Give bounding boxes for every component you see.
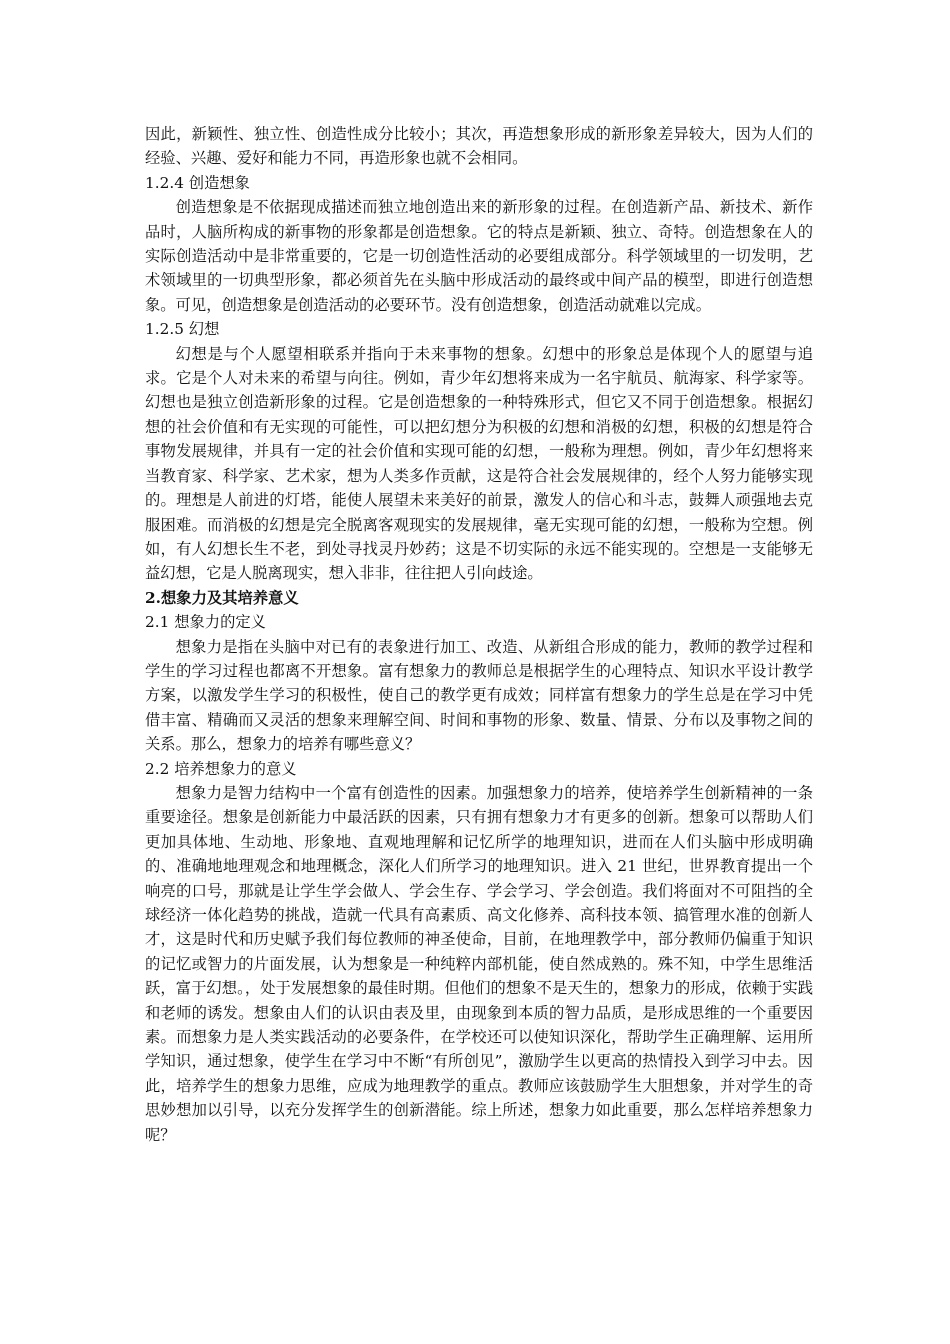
fantasy-paragraph: 幻想是与个人愿望相联系并指向于未来事物的想象。幻想中的形象总是体现个人的愿望与追求。它是个人对未来的希望与向往。例如，青少年幻想将来成为一名宇航员、航海家、科学家等。幻想也是独立创造新形象的过程。它是创造想象的一种特殊形式，但它又不同于创造想象。根据幻想的社会价值和有无实现的可能性，可以把幻想分为积极的幻想和消极的幻想，积极的幻想是符合事物发展规律，并具有一定的社会价值和实现可能的幻想，一般称为理想。例如，青少年幻想将来当教育家、科学家、艺术家，想为人类多作贡献，这是符合社会发展规律的，经个人努力能够实现的。理想是人前进的灯塔，能使人展望未来美好的前景，激发人的信心和斗志，鼓舞人顽强地去克服困难。而消极的幻想是完全脱离客观现实的发展规律，毫无实现可能的幻想，一般称为空想。例如，有人幻想长生不老，到处寻找灵丹妙药；这是不切实际的永远不能实现的。空想是一支能够无益幻想，它是人脱离现实，想入非非，往往把人引向歧途。 <box>145 344 813 583</box>
chapter-heading-2: 2.想象力及其培养意义 <box>145 588 299 607</box>
imagination-definition-paragraph: 想象力是指在头脑中对已有的表象进行加工、改造、从新组合形成的能力，教师的教学过程和学生的学习过程也都离不开想象。富有想象力的教师总是根据学生的心理特点、知识水平设计教学方案，以激发学生学习的积极性，使自己的教学更有成效；同样富有想象力的学生总是在学习中凭借丰富、精确而又灵活的想象来理解空间、时间和事物的形象、数量、情景、分布以及事物之间的关系。那么，想象力的培养有哪些意义？ <box>145 637 813 754</box>
document-page <box>145 122 813 1147</box>
creative-imagination-paragraph: 创造想象是不依据现成描述而独立地创造出来的新形象的过程。在创造新产品、新技术、新作品时，人脑所构成的新事物的形象都是创造想象。它的特点是新颖、独立、奇特。创造想象在人的实际创造活动中是非常重要的，它是一切创造性活动的必要组成部分。科学领域里的一切发明，艺术领域里的一切典型形象，都必须首先在头脑中形成活动的最终或中间产品的模型，即进行创造想象。可见，创造想象是创造活动的必要环节。没有创造想象，创造活动就难以完成。 <box>145 198 813 314</box>
section-heading-2-2: 2.2 培养想象力的意义 <box>145 759 297 778</box>
section-heading-1-2-5: 1.2.5 幻想 <box>145 320 220 339</box>
intro-paragraph: 因此，新颖性、独立性、创造性成分比较小；其次，再造想象形成的新形象差异较大，因为人们的经验、兴趣、爱好和能力不同，再造形象也就不会相同。 <box>145 125 813 168</box>
section-heading-2-1: 2.1 想象力的定义 <box>145 613 266 632</box>
section-heading-1-2-4: 1.2.4 创造想象 <box>145 173 250 192</box>
imagination-significance-paragraph: 想象力是智力结构中一个富有创造性的因素。加强想象力的培养，使培养学生创新精神的一条重要途径。想象是创新能力中最活跃的因素，只有拥有想象力才有更多的创新。想象可以帮助人们更加具体地、生动地、形象地、直观地理解和记忆所学的地理知识，进而在人们头脑中形成明确的、准确地地理观念和地理概念，深化人们所学习的地理知识。进入 21 世纪，世界教育提出一个响亮的口号，那就是让学生学会做人、学会生存、学会学习、学会创造。我们将面对不可阻挡的全球经济一体化趋势的挑战，造就一代具有高素质、高文化修养、高科技本领、搞管理水准的创新人才，这是时代和历史赋予我们每位教师的神圣使命，目前，在地理教学中，部分教师仍偏重于知识的记忆或智力的片面发展，认为想象是一种纯粹内部机能，使自然成熟的。殊不知，中学生思维活跃，富于幻想。，处于发展想象的最佳时期。但他们的想象不是天生的，想象力的形成，依赖于实践和老师的诱发。想象由人们的认识由表及里，由现象到本质的智力品质，是形成思维的一个重要因素。而想象力是人类实践活动的必要条件，在学校还可以使知识深化，帮助学生正确理解、运用所学知识，通过想象，使学生在学习中不断“有所创见”，激励学生以更高的热情投入到学习中去。因此，培养学生的想象力思维，应成为地理教学的重点。教师应该鼓励学生大胆想象，并对学生的奇思妙想加以引导，以充分发挥学生的创新潜能。综上所述，想象力如此重要，那么怎样培养想象力呢？ <box>145 783 813 1144</box>
